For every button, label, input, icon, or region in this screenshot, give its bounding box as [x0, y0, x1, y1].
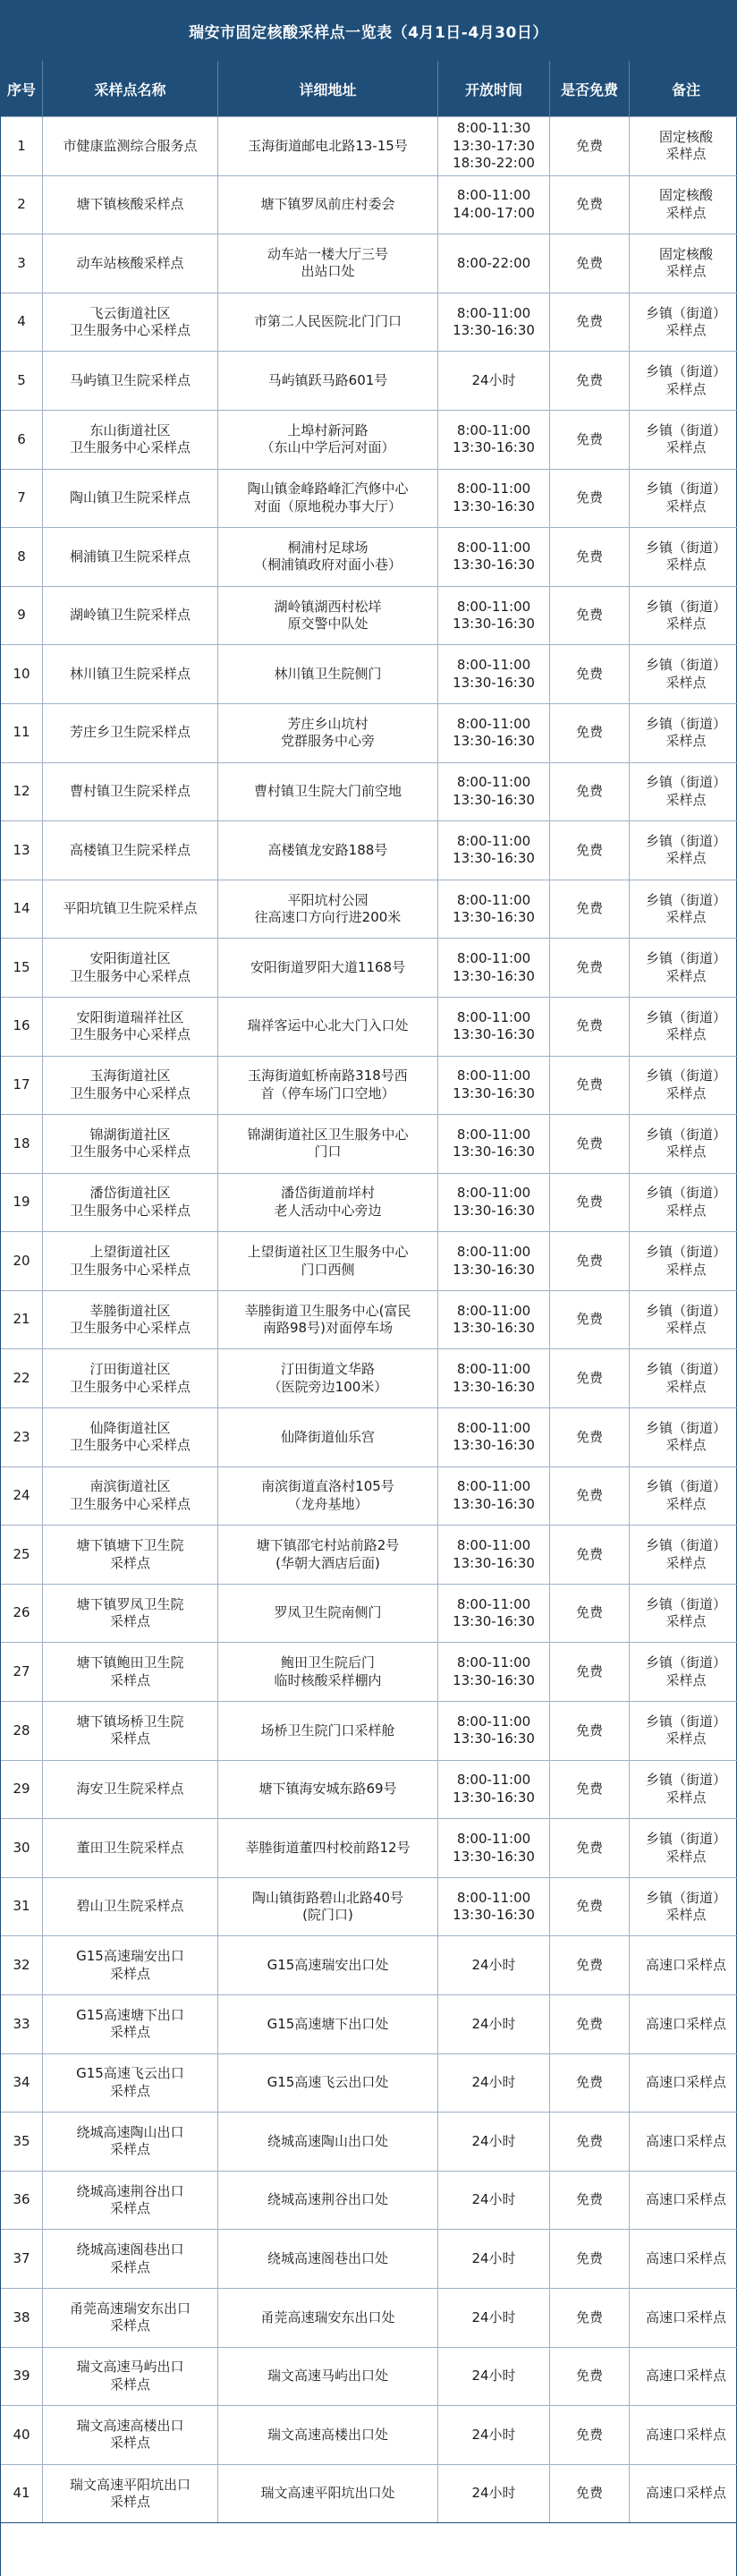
cell-name: 陶山镇卫生院采样点 [43, 469, 218, 528]
cell-hours: 8:00-11:00 13:30-16:30 [438, 1643, 550, 1702]
cell-hours: 8:00-11:00 13:30-16:30 [438, 762, 550, 821]
cell-note: 乡镇（街道） 采样点 [630, 1056, 737, 1115]
cell-hours: 8:00-11:00 13:30-16:30 [438, 821, 550, 880]
cell-note: 乡镇（街道） 采样点 [630, 762, 737, 821]
cell-address: 玉海街道邮电北路13-15号 [218, 117, 438, 176]
table-row [1, 1643, 737, 1702]
cell-free: 免费 [550, 2347, 630, 2406]
cell-free: 免费 [550, 2288, 630, 2347]
cell-hours: 8:00-11:00 13:30-16:30 [438, 293, 550, 352]
table-row [1, 1877, 737, 1936]
cell-index: 21 [1, 1290, 43, 1349]
cell-hours: 8:00-11:00 13:30-16:30 [438, 469, 550, 528]
cell-index: 24 [1, 1467, 43, 1526]
cell-note: 高速口采样点 [630, 1936, 737, 1995]
table-row [1, 1526, 737, 1585]
cell-address: 动车站一楼大厅三号 出站口处 [218, 234, 438, 293]
cell-free: 免费 [550, 2464, 630, 2523]
cell-note: 乡镇（街道） 采样点 [630, 1173, 737, 1232]
table-row [1, 1173, 737, 1232]
cell-address: 仙降街道仙乐宫 [218, 1408, 438, 1467]
cell-name: 瑞文高速平阳坑出口 采样点 [43, 2464, 218, 2523]
cell-hours: 8:00-11:00 13:30-16:30 [438, 586, 550, 645]
cell-address: 陶山镇金峰路峰汇汽修中心 对面（原地税办事大厅） [218, 469, 438, 528]
header-free: 是否免费 [550, 61, 630, 117]
cell-hours: 24小时 [438, 2347, 550, 2406]
cell-hours: 8:00-11:00 13:30-16:30 [438, 1056, 550, 1115]
cell-hours: 8:00-11:00 13:30-16:30 [438, 1349, 550, 1408]
cell-name: 塘下镇核酸采样点 [43, 175, 218, 234]
cell-name: G15高速瑞安出口 采样点 [43, 1936, 218, 1995]
cell-free: 免费 [550, 352, 630, 411]
table-row [1, 703, 737, 762]
table-row [1, 939, 737, 998]
cell-index: 8 [1, 528, 43, 587]
cell-address: 绕城高速荆谷出口处 [218, 2171, 438, 2230]
cell-index: 38 [1, 2288, 43, 2347]
table-row [1, 469, 737, 528]
cell-address: 塘下镇罗凤前庄村委会 [218, 175, 438, 234]
table-row [1, 410, 737, 469]
cell-index: 25 [1, 1526, 43, 1585]
table-row [1, 2406, 737, 2465]
cell-free: 免费 [550, 1819, 630, 1878]
cell-name: 飞云街道社区 卫生服务中心采样点 [43, 293, 218, 352]
cell-hours: 8:00-11:00 13:30-16:30 [438, 1702, 550, 1761]
cell-hours: 8:00-11:00 13:30-16:30 [438, 645, 550, 704]
cell-note: 高速口采样点 [630, 1995, 737, 2054]
table-row [1, 175, 737, 234]
cell-name: 马屿镇卫生院采样点 [43, 352, 218, 411]
cell-free: 免费 [550, 586, 630, 645]
header-index: 序号 [1, 61, 43, 117]
table-row [1, 117, 737, 176]
cell-name: 上望街道社区 卫生服务中心采样点 [43, 1232, 218, 1291]
cell-note: 乡镇（街道） 采样点 [630, 645, 737, 704]
cell-address: 塘下镇海安城东路69号 [218, 1760, 438, 1819]
cell-note: 乡镇（街道） 采样点 [630, 410, 737, 469]
cell-name: G15高速飞云出口 采样点 [43, 2053, 218, 2113]
cell-hours: 24小时 [438, 2171, 550, 2230]
cell-hours: 8:00-11:00 13:30-16:30 [438, 1760, 550, 1819]
cell-hours: 24小时 [438, 2230, 550, 2289]
cell-free: 免费 [550, 1526, 630, 1585]
cell-name: 绕城高速陶山出口 采样点 [43, 2113, 218, 2172]
cell-note: 乡镇（街道） 采样点 [630, 1526, 737, 1585]
cell-free: 免费 [550, 1877, 630, 1936]
cell-index: 33 [1, 1995, 43, 2054]
cell-index: 34 [1, 2053, 43, 2113]
cell-free: 免费 [550, 1467, 630, 1526]
cell-free: 免费 [550, 1584, 630, 1643]
cell-name: 桐浦镇卫生院采样点 [43, 528, 218, 587]
cell-hours: 8:00-11:00 13:30-16:30 [438, 997, 550, 1056]
cell-address: 瑞文高速平阳坑出口处 [218, 2464, 438, 2523]
cell-name: 甬莞高速瑞安东出口 采样点 [43, 2288, 218, 2347]
cell-free: 免费 [550, 645, 630, 704]
cell-note: 乡镇（街道） 采样点 [630, 1819, 737, 1878]
cell-note: 乡镇（街道） 采样点 [630, 703, 737, 762]
cell-index: 40 [1, 2406, 43, 2465]
cell-index: 16 [1, 997, 43, 1056]
cell-note: 高速口采样点 [630, 2171, 737, 2230]
cell-index: 13 [1, 821, 43, 880]
cell-index: 9 [1, 586, 43, 645]
table-row [1, 2171, 737, 2230]
cell-name: 绕城高速荆谷出口 采样点 [43, 2171, 218, 2230]
cell-note: 高速口采样点 [630, 2113, 737, 2172]
cell-name: 瑞文高速高楼出口 采样点 [43, 2406, 218, 2465]
cell-note: 固定核酸 采样点 [630, 234, 737, 293]
table-row [1, 2464, 737, 2523]
cell-index: 39 [1, 2347, 43, 2406]
table-row [1, 293, 737, 352]
cell-note: 乡镇（街道） 采样点 [630, 1643, 737, 1702]
cell-note: 高速口采样点 [630, 2464, 737, 2523]
cell-hours: 24小时 [438, 2113, 550, 2172]
table-row [1, 762, 737, 821]
cell-free: 免费 [550, 293, 630, 352]
cell-hours: 8:00-11:00 13:30-16:30 [438, 703, 550, 762]
cell-note: 高速口采样点 [630, 2288, 737, 2347]
cell-free: 免费 [550, 528, 630, 587]
cell-address: 玉海街道虹桥南路318号西 首（停车场门口空地） [218, 1056, 438, 1115]
cell-hours: 24小时 [438, 352, 550, 411]
cell-free: 免费 [550, 175, 630, 234]
cell-note: 乡镇（街道） 采样点 [630, 1232, 737, 1291]
cell-name: G15高速塘下出口 采样点 [43, 1995, 218, 2054]
cell-name: 湖岭镇卫生院采样点 [43, 586, 218, 645]
cell-index: 29 [1, 1760, 43, 1819]
cell-name: 动车站核酸采样点 [43, 234, 218, 293]
header-note: 备注 [630, 61, 737, 117]
cell-address: 潘岱街道前垟村 老人活动中心旁边 [218, 1173, 438, 1232]
cell-index: 18 [1, 1115, 43, 1174]
cell-index: 27 [1, 1643, 43, 1702]
cell-index: 36 [1, 2171, 43, 2230]
cell-free: 免费 [550, 469, 630, 528]
header-hours: 开放时间 [438, 61, 550, 117]
cell-name: 潘岱街道社区 卫生服务中心采样点 [43, 1173, 218, 1232]
cell-address: 马屿镇跃马路601号 [218, 352, 438, 411]
cell-index: 35 [1, 2113, 43, 2172]
cell-note: 乡镇（街道） 采样点 [630, 469, 737, 528]
cell-free: 免费 [550, 1349, 630, 1408]
cell-address: 罗凤卫生院南侧门 [218, 1584, 438, 1643]
cell-name: 芳庄乡卫生院采样点 [43, 703, 218, 762]
cell-address: 南滨街道直洛村105号 （龙舟基地） [218, 1467, 438, 1526]
cell-address: 林川镇卫生院侧门 [218, 645, 438, 704]
table-row [1, 1290, 737, 1349]
table-row [1, 1349, 737, 1408]
cell-index: 3 [1, 234, 43, 293]
cell-hours: 8:00-11:00 13:30-16:30 [438, 1173, 550, 1232]
cell-name: 塘下镇罗凤卫生院 采样点 [43, 1584, 218, 1643]
cell-index: 6 [1, 410, 43, 469]
cell-note: 高速口采样点 [630, 2347, 737, 2406]
cell-name: 海安卫生院采样点 [43, 1760, 218, 1819]
cell-index: 14 [1, 880, 43, 939]
cell-index: 12 [1, 762, 43, 821]
cell-note: 乡镇（街道） 采样点 [630, 1290, 737, 1349]
cell-hours: 24小时 [438, 1995, 550, 2054]
cell-free: 免费 [550, 997, 630, 1056]
cell-free: 免费 [550, 1173, 630, 1232]
cell-name: 东山街道社区 卫生服务中心采样点 [43, 410, 218, 469]
table-row [1, 2053, 737, 2113]
cell-free: 免费 [550, 1643, 630, 1702]
cell-hours: 8:00-11:00 13:30-16:30 [438, 410, 550, 469]
cell-address: 上望街道社区卫生服务中心 门口西侧 [218, 1232, 438, 1291]
cell-index: 4 [1, 293, 43, 352]
cell-address: 上埠村新河路 （东山中学后河对面） [218, 410, 438, 469]
cell-note: 乡镇（街道） 采样点 [630, 1584, 737, 1643]
cell-note: 乡镇（街道） 采样点 [630, 1702, 737, 1761]
cell-name: 瑞文高速马屿出口 采样点 [43, 2347, 218, 2406]
table-row [1, 1936, 737, 1995]
table-row [1, 880, 737, 939]
table-body [1, 117, 737, 2523]
cell-hours: 8:00-11:00 13:30-16:30 [438, 1819, 550, 1878]
cell-address: 安阳街道罗阳大道1168号 [218, 939, 438, 998]
cell-note: 乡镇（街道） 采样点 [630, 528, 737, 587]
cell-note: 乡镇（街道） 采样点 [630, 939, 737, 998]
table-row [1, 821, 737, 880]
cell-index: 17 [1, 1056, 43, 1115]
cell-index: 26 [1, 1584, 43, 1643]
header-row [1, 61, 737, 117]
cell-index: 22 [1, 1349, 43, 1408]
table-row [1, 586, 737, 645]
cell-free: 免费 [550, 2171, 630, 2230]
cell-address: 瑞祥客运中心北大门入口处 [218, 997, 438, 1056]
cell-address: 陶山镇街路碧山北路40号 (院门口) [218, 1877, 438, 1936]
cell-address: 甬莞高速瑞安东出口处 [218, 2288, 438, 2347]
cell-name: 董田卫生院采样点 [43, 1819, 218, 1878]
cell-note: 乡镇（街道） 采样点 [630, 1760, 737, 1819]
cell-address: 高楼镇龙安路188号 [218, 821, 438, 880]
cell-name: 塘下镇场桥卫生院 采样点 [43, 1702, 218, 1761]
sampling-points-table [1, 61, 737, 2523]
cell-note: 乡镇（街道） 采样点 [630, 997, 737, 1056]
cell-address: 瑞文高速高楼出口处 [218, 2406, 438, 2465]
cell-free: 免费 [550, 1232, 630, 1291]
table-row [1, 1702, 737, 1761]
cell-hours: 8:00-11:00 13:30-16:30 [438, 1115, 550, 1174]
cell-name: 锦湖街道社区 卫生服务中心采样点 [43, 1115, 218, 1174]
cell-note: 乡镇（街道） 采样点 [630, 821, 737, 880]
cell-name: 玉海街道社区 卫生服务中心采样点 [43, 1056, 218, 1115]
table-row [1, 1232, 737, 1291]
cell-hours: 24小时 [438, 2464, 550, 2523]
cell-hours: 24小时 [438, 1936, 550, 1995]
cell-hours: 8:00-11:00 13:30-16:30 [438, 1526, 550, 1585]
cell-name: 莘塍街道社区 卫生服务中心采样点 [43, 1290, 218, 1349]
cell-free: 免费 [550, 234, 630, 293]
cell-address: 芳庄乡山坑村 党群服务中心旁 [218, 703, 438, 762]
cell-address: 湖岭镇湖西村松垟 原交警中队处 [218, 586, 438, 645]
cell-index: 32 [1, 1936, 43, 1995]
cell-index: 7 [1, 469, 43, 528]
cell-hours: 8:00-11:00 14:00-17:00 [438, 175, 550, 234]
cell-index: 30 [1, 1819, 43, 1878]
cell-free: 免费 [550, 821, 630, 880]
table-row [1, 1115, 737, 1174]
table-row [1, 1408, 737, 1467]
cell-address: 场桥卫生院门口采样舱 [218, 1702, 438, 1761]
cell-note: 乡镇（街道） 采样点 [630, 293, 737, 352]
cell-address: 市第二人民医院北门门口 [218, 293, 438, 352]
cell-hours: 8:00-11:00 13:30-16:30 [438, 1290, 550, 1349]
cell-hours: 8:00-11:00 13:30-16:30 [438, 528, 550, 587]
header-address: 详细地址 [218, 61, 438, 117]
table-row [1, 1467, 737, 1526]
cell-hours: 24小时 [438, 2406, 550, 2465]
cell-name: 汀田街道社区 卫生服务中心采样点 [43, 1349, 218, 1408]
cell-index: 19 [1, 1173, 43, 1232]
table-row [1, 2347, 737, 2406]
cell-free: 免费 [550, 703, 630, 762]
table-row [1, 234, 737, 293]
cell-name: 南滨街道社区 卫生服务中心采样点 [43, 1467, 218, 1526]
table-row [1, 2230, 737, 2289]
cell-address: 绕城高速陶山出口处 [218, 2113, 438, 2172]
cell-free: 免费 [550, 1115, 630, 1174]
cell-index: 41 [1, 2464, 43, 2523]
cell-index: 37 [1, 2230, 43, 2289]
cell-address: 平阳坑村公园 往高速口方向行进200米 [218, 880, 438, 939]
cell-hours: 8:00-11:30 13:30-17:30 18:30-22:00 [438, 117, 550, 176]
cell-free: 免费 [550, 1290, 630, 1349]
cell-note: 乡镇（街道） 采样点 [630, 586, 737, 645]
cell-note: 高速口采样点 [630, 2053, 737, 2113]
cell-name: 平阳坑镇卫生院采样点 [43, 880, 218, 939]
table-header [1, 61, 737, 117]
page-title: 瑞安市固定核酸采样点一览表（4月1日-4月30日） [1, 0, 736, 61]
cell-note: 乡镇（街道） 采样点 [630, 1877, 737, 1936]
cell-note: 固定核酸 采样点 [630, 117, 737, 176]
cell-free: 免费 [550, 1995, 630, 2054]
header-name: 采样点名称 [43, 61, 218, 117]
cell-hours: 24小时 [438, 2053, 550, 2113]
cell-hours: 8:00-11:00 13:30-16:30 [438, 1467, 550, 1526]
table-row [1, 2288, 737, 2347]
cell-address: 桐浦村足球场 （桐浦镇政府对面小巷） [218, 528, 438, 587]
cell-name: 高楼镇卫生院采样点 [43, 821, 218, 880]
cell-address: 莘塍街道董四村校前路12号 [218, 1819, 438, 1878]
cell-address: 瑞文高速马屿出口处 [218, 2347, 438, 2406]
table-row [1, 1584, 737, 1643]
cell-hours: 8:00-11:00 13:30-16:30 [438, 939, 550, 998]
cell-note: 固定核酸 采样点 [630, 175, 737, 234]
cell-note: 乡镇（街道） 采样点 [630, 880, 737, 939]
cell-note: 乡镇（街道） 采样点 [630, 1349, 737, 1408]
cell-name: 林川镇卫生院采样点 [43, 645, 218, 704]
cell-address: 莘塍街道卫生服务中心(富民 南路98号)对面停车场 [218, 1290, 438, 1349]
cell-address: 汀田街道文华路 （医院旁边100米） [218, 1349, 438, 1408]
cell-free: 免费 [550, 2053, 630, 2113]
cell-hours: 8:00-22:00 [438, 234, 550, 293]
table-row [1, 997, 737, 1056]
table-row [1, 528, 737, 587]
cell-index: 5 [1, 352, 43, 411]
cell-note: 乡镇（街道） 采样点 [630, 352, 737, 411]
cell-address: 曹村镇卫生院大门前空地 [218, 762, 438, 821]
cell-free: 免费 [550, 1760, 630, 1819]
cell-name: 安阳街道瑞祥社区 卫生服务中心采样点 [43, 997, 218, 1056]
cell-note: 高速口采样点 [630, 2406, 737, 2465]
cell-hours: 8:00-11:00 13:30-16:30 [438, 1408, 550, 1467]
table-row [1, 1995, 737, 2054]
cell-address: 塘下镇邵宅村站前路2号 (华朝大酒店后面) [218, 1526, 438, 1585]
cell-name: 曹村镇卫生院采样点 [43, 762, 218, 821]
cell-free: 免费 [550, 410, 630, 469]
cell-free: 免费 [550, 1936, 630, 1995]
table-row [1, 1760, 737, 1819]
cell-name: 绕城高速阁巷出口 采样点 [43, 2230, 218, 2289]
cell-free: 免费 [550, 2406, 630, 2465]
table-row [1, 352, 737, 411]
cell-index: 2 [1, 175, 43, 234]
cell-address: 锦湖街道社区卫生服务中心 门口 [218, 1115, 438, 1174]
cell-hours: 8:00-11:00 13:30-16:30 [438, 1877, 550, 1936]
table-row [1, 1056, 737, 1115]
table-row [1, 645, 737, 704]
cell-index: 11 [1, 703, 43, 762]
cell-name: 碧山卫生院采样点 [43, 1877, 218, 1936]
cell-address: G15高速飞云出口处 [218, 2053, 438, 2113]
cell-name: 仙降街道社区 卫生服务中心采样点 [43, 1408, 218, 1467]
cell-name: 塘下镇鲍田卫生院 采样点 [43, 1643, 218, 1702]
cell-note: 乡镇（街道） 采样点 [630, 1467, 737, 1526]
cell-note: 乡镇（街道） 采样点 [630, 1115, 737, 1174]
cell-free: 免费 [550, 1702, 630, 1761]
cell-address: 鲍田卫生院后门 临时核酸采样棚内 [218, 1643, 438, 1702]
cell-name: 塘下镇塘下卫生院 采样点 [43, 1526, 218, 1585]
cell-free: 免费 [550, 2113, 630, 2172]
cell-hours: 8:00-11:00 13:30-16:30 [438, 1232, 550, 1291]
cell-address: G15高速塘下出口处 [218, 1995, 438, 2054]
table-row [1, 1819, 737, 1878]
cell-note: 高速口采样点 [630, 2230, 737, 2289]
cell-index: 20 [1, 1232, 43, 1291]
cell-index: 15 [1, 939, 43, 998]
cell-hours: 8:00-11:00 13:30-16:30 [438, 1584, 550, 1643]
cell-free: 免费 [550, 1408, 630, 1467]
cell-free: 免费 [550, 117, 630, 176]
cell-address: G15高速瑞安出口处 [218, 1936, 438, 1995]
table-row [1, 2113, 737, 2172]
cell-index: 31 [1, 1877, 43, 1936]
cell-name: 安阳街道社区 卫生服务中心采样点 [43, 939, 218, 998]
cell-free: 免费 [550, 1056, 630, 1115]
cell-free: 免费 [550, 762, 630, 821]
cell-index: 10 [1, 645, 43, 704]
cell-name: 市健康监测综合服务点 [43, 117, 218, 176]
cell-index: 28 [1, 1702, 43, 1761]
cell-index: 1 [1, 117, 43, 176]
cell-free: 免费 [550, 880, 630, 939]
cell-hours: 8:00-11:00 13:30-16:30 [438, 880, 550, 939]
cell-free: 免费 [550, 939, 630, 998]
cell-address: 绕城高速阁巷出口处 [218, 2230, 438, 2289]
cell-hours: 24小时 [438, 2288, 550, 2347]
cell-note: 乡镇（街道） 采样点 [630, 1408, 737, 1467]
cell-index: 23 [1, 1408, 43, 1467]
cell-free: 免费 [550, 2230, 630, 2289]
